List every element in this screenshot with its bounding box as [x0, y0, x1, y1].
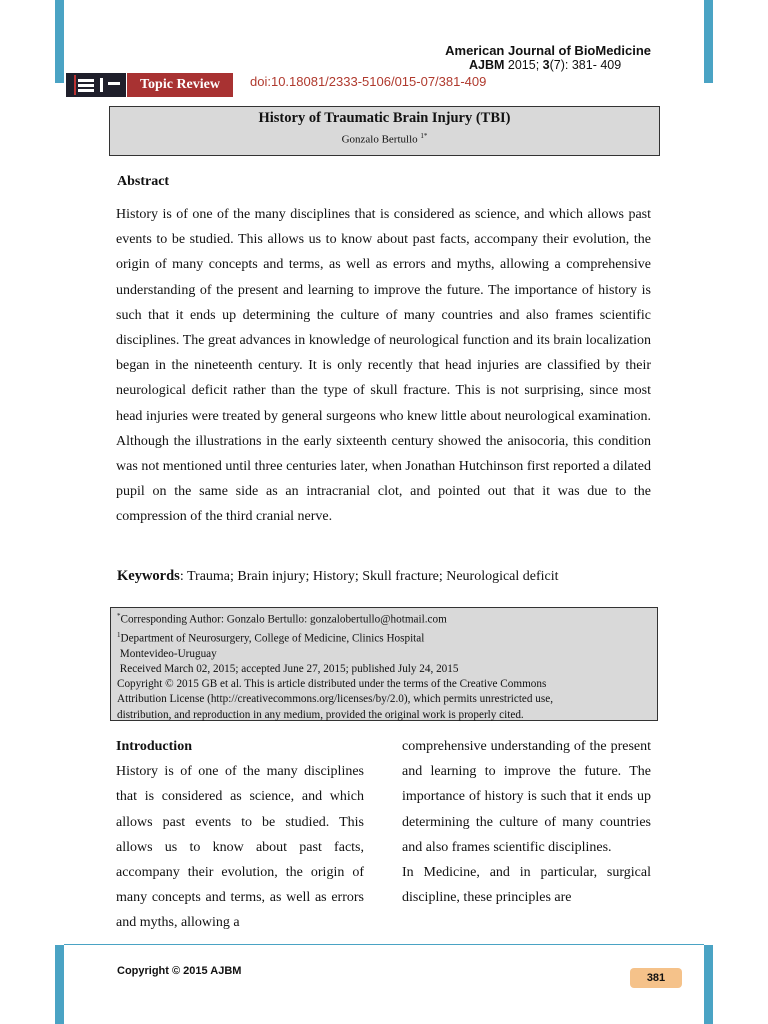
intro-paragraph-left: History is of one of the many disciplines that is considered as science, and which allows past events to be studied. This allows us to know about past facts, accompany their evolution, the origin of many concepts and terms, as well as errors and myths, allowing a: [116, 764, 364, 931]
keywords-list: : Trauma; Brain injury; History; Skull fracture; Neurological deficit: [179, 569, 559, 584]
abstract-heading: Abstract: [117, 174, 170, 189]
right-column: [402, 734, 651, 910]
left-column: [116, 734, 364, 936]
keywords-label: Keywords: [117, 568, 180, 584]
article-author: [110, 132, 659, 146]
page-number-badge: 381: [630, 968, 682, 988]
license-line-2: Attribution License (http://creativecommons.org/licenses/by/2.0), which permits unrestricted use,: [117, 693, 554, 706]
top-left-accent-bar: [55, 0, 64, 83]
top-right-accent-bar: [704, 0, 713, 83]
author-name: Gonzalo Bertullo: [341, 133, 418, 146]
footer-divider: [64, 944, 704, 945]
introduction-heading: Introduction: [116, 739, 192, 754]
article-title: History of Traumatic Brain Injury (TBI): [258, 110, 511, 126]
journal-name: American Journal of BioMedicine: [445, 43, 651, 58]
license-line-1: Copyright © 2015 GB et al. This is article distributed under the terms of the Creative Commons: [117, 678, 547, 691]
journal-logo-icon: [66, 73, 126, 97]
journal-abbrev: AJBM: [469, 58, 505, 72]
footer-copyright: Copyright © 2015 AJBM: [117, 965, 242, 977]
title-box: [109, 106, 660, 156]
journal-citation: [469, 58, 621, 72]
bottom-left-accent-bar: [55, 945, 64, 1024]
affiliation-city: Montevideo-Uruguay: [119, 647, 217, 660]
affiliation-sup: 1: [117, 630, 121, 639]
corresponding-author: Corresponding Author: Gonzalo Bertullo: gonzalobertullo@hotmail.com: [120, 613, 447, 626]
topic-review-tab: Topic Review: [127, 73, 233, 97]
abstract-text: History is of one of the many disciplines that is considered as science, and which allows past events to be studied. This allows us to know about past facts, accompany their evolution, the origin of many concepts and terms, as well as errors and myths, allowing a comprehensive understanding of the present and learning to improve the future. The importance of history is such that it ends up determining the culture of many countries and also frames scientific disciplines. The great advances in knowledge of neurological function and its brain localization began in the nineteenth century. It is only recently that head injuries are classified by their neurological deficit rather than the type of skull fracture. This is not surprising, since most head injuries were treated by general surgeons who knew little about neurological examination. Although the illustrations in the early sixteenth century showed the anisocoria, this condition was not mentioned until three centuries later, when Jonathan Hutchinson first reported a dilated pupil on the same side as an intracranial clot, and pointed out that it was due to the compression of the third cranial nerve.: [116, 207, 651, 525]
intro-paragraph-right-2: In Medicine, and in particular, surgical discipline, these principles are: [402, 865, 651, 906]
intro-paragraph-right-1: comprehensive understanding of the present and learning to improve the future. The importance of history is such that it ends up determining the culture of many countries and also frames scientific disciplines.: [402, 739, 651, 855]
affiliation: Department of Neurosurgery, College of Medicine, Clinics Hospital: [120, 632, 425, 645]
correspondence-box: [110, 607, 658, 721]
publication-dates: Received March 02, 2015; accepted June 27, 2015; published July 24, 2015: [119, 663, 459, 676]
journal-volume: 3: [542, 58, 550, 72]
keywords: [117, 568, 559, 585]
license-line-3: distribution, and reproduction in any medium, provided the original work is properly cited.: [117, 708, 524, 721]
author-superscript: 1*: [420, 132, 428, 140]
journal-issue-pages: (7): 381- 409: [549, 58, 622, 72]
bottom-right-accent-bar: [704, 945, 713, 1024]
corresponding-sup: *: [117, 612, 121, 620]
journal-year: 2015;: [507, 58, 540, 72]
doi-link[interactable]: doi:10.18081/2333-5106/015-07/381-409: [250, 74, 487, 89]
